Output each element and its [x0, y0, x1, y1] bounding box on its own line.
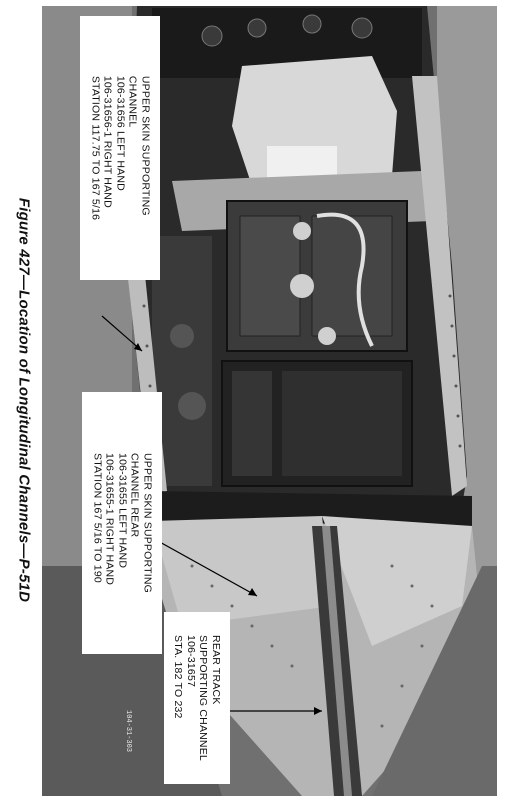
callout-line: 106-31655-1 RIGHT HAND: [103, 453, 116, 586]
callout-upper-skin-channel-rear: [82, 392, 162, 654]
callout-upper-skin-rear-text: [91, 453, 154, 593]
figure-caption: Figure 427—Location of Longitudinal Channels—P-51D: [15, 197, 33, 603]
left-knob-1: [170, 324, 194, 348]
callout-line: 106-31657: [185, 635, 197, 688]
callout-line: UPPER SKIN SUPPORTING: [139, 75, 152, 216]
radio-panel-left: [240, 216, 300, 336]
callout-line: CHANNEL: [126, 75, 139, 128]
callout-line: 106-31656-1 RIGHT HAND: [101, 75, 114, 208]
deck-panel-left: [152, 516, 332, 626]
photo-serial: 104-31-303: [124, 709, 132, 753]
connector-3: [318, 327, 336, 345]
gauge-4: [352, 18, 372, 38]
gauge-1: [202, 26, 222, 46]
gauge-3: [303, 15, 321, 33]
connector-2: [290, 274, 314, 298]
callout-line: 106-31655 LEFT HAND: [116, 453, 129, 569]
left-knob-2: [178, 392, 206, 420]
callout-line: STATION 117.75 TO 167 5/16: [89, 75, 102, 221]
callout-line: CHANNEL REAR: [128, 453, 141, 538]
callout-line: 106-31656 LEFT HAND: [114, 75, 127, 191]
callout-upper-skin-channel: [80, 16, 160, 280]
radio-lower-left: [232, 371, 272, 476]
callout-rear-track-text: [172, 635, 222, 761]
callout-line: SUPPORTING CHANNEL: [197, 635, 210, 761]
callout-rear-track-channel: [164, 612, 230, 784]
radio-lower-right: [282, 371, 402, 476]
callout-line: STA. 182 TO 232: [172, 635, 185, 719]
callout-line: UPPER SKIN SUPPORTING: [141, 453, 154, 593]
callout-upper-skin-text: [89, 76, 152, 220]
callout-line: STATION 167 5/16 TO 190: [91, 453, 104, 583]
connector-1: [293, 222, 311, 240]
gauge-2: [248, 19, 266, 37]
radio-panel-right: [312, 216, 392, 336]
callout-line: REAR TRACK: [210, 635, 222, 705]
cockpit-photo: [42, 6, 497, 796]
